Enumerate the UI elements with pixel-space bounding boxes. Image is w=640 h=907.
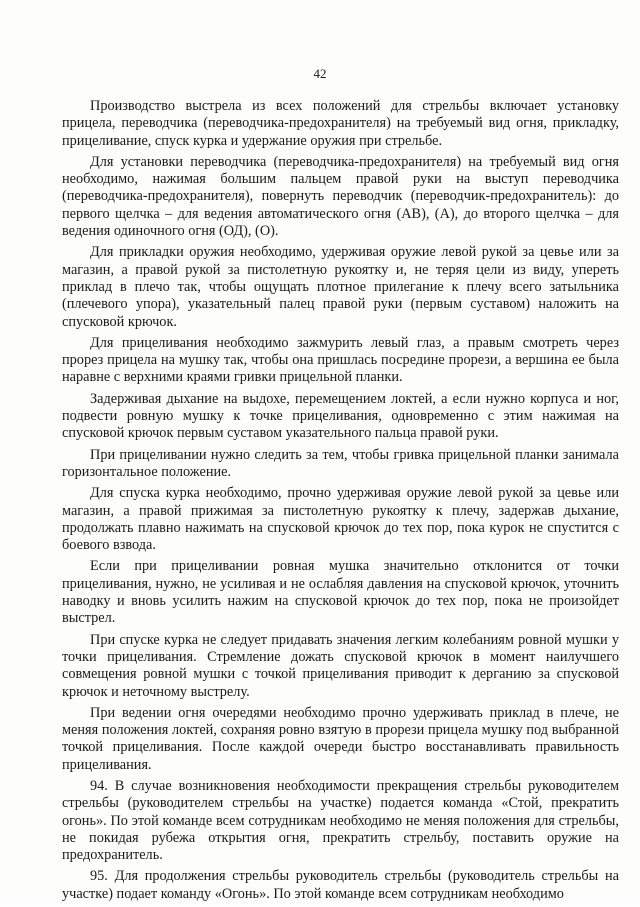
paragraph-trigger-pull: Для спуска курка необходимо, прочно удерживая оружие левой рукой за цевье или магазин, а правой прижимая за пистолетную рукоятку к плечу, задержав дыхание, продолжать плавно нажимать на спусковой крючок до тех пор, пока курок не спустится с боевого взвода. [62, 485, 619, 554]
page-number: 42 [313, 66, 327, 81]
paragraph-sight-level: При прицеливании нужно следить за тем, чтобы гривка прицельной планки занимала горизонтальное положение. [62, 446, 619, 480]
paragraph-shouldering: Для прикладки оружия необходимо, удерживая оружие левой рукой за цевье или за магазин, а правой рукой за пистолетную рукоятку и, не теряя цели из виду, упереть приклад в плечо так, чтобы ощущать плотное прилегание к плечу всего затыльника (плечевого упора), указательный палец правой руки (первым суставом) наложить на спусковой крючок. [62, 244, 619, 330]
paragraph-aim-correction: Если при прицеливании ровная мушка значительно отклонится от точки прицеливания, нужно, не усиливая и не ослабляя давления на спусковой крючок, уточнить наводку и вновь усилить нажим на спусковой крючок до тех пор, пока не произойдет выстрел. [62, 558, 619, 627]
paragraph-item-95: 95. Для продолжения стрельбы руководитель стрельбы (руководитель стрельбы на участке) подает команду «Огонь». По этой команде всем сотрудникам необходимо [62, 868, 619, 902]
paragraph-burst-fire: При ведении огня очередями необходимо прочно удерживать приклад в плече, не меняя положения локтей, сохраняя ровно взятую в прорези прицела мушку под выбранной точкой прицеливания. После каждой очереди быстро восстанавливать правильность прицеливания. [62, 704, 619, 773]
paragraph-shot-production: Производство выстрела из всех положений для стрельбы включает установку прицела, переводчика (переводчика-предохранителя) на требуемый вид огня, прикладку, прицеливание, спуск курка и удержание оружия при стрельбе. [62, 98, 619, 149]
paragraph-selector-setting: Для установки переводчика (переводчика-предохранителя) на требуемый вид огня необходимо, нажимая большим пальцем правой руки на выступ переводчика (переводчика-предохранителя), повернуть переводчик (переводчик-предохранитель): до первого щелчка – для ведения автоматического огня (АВ), (А), до второго щелчка – для ведения одиночного огня (ОД), (О). [62, 153, 619, 240]
document-body [62, 98, 619, 907]
paragraph-item-94: 94. В случае возникновения необходимости прекращения стрельбы руководителем стрельбы (руководителем стрельбы на участке) подается команда «Стой, прекратить огонь». По этой команде всем сотрудникам необходимо не меняя положения для стрельбы, не покидая рубежа открытия огня, прекратить стрельбу, поставить оружие на предохранитель. [62, 777, 619, 864]
paragraph-breath-hold: Задерживая дыхание на выдохе, перемещением локтей, а если нужно корпуса и ног, подвести ровную мушку к точке прицеливания, одновременно с этим нажимая на спусковой крючок первым суставом указательного пальца правой руки. [62, 390, 619, 442]
paragraph-aiming: Для прицеливания необходимо зажмурить левый глаз, а правым смотреть через прорез прицела на мушку так, чтобы она пришлась посредине прорези, а вершина ее была наравне с верхними краями гривки прицельной планки. [62, 334, 619, 386]
paragraph-trigger-jerk: При спуске курка не следует придавать значения легким колебаниям ровной мушки у точки прицеливания. Стремление дожать спусковой крючок в момент наилучшего совмещения ровной мушки с точкой прицеливания приводит к дерганию за спусковой крючок и неточному выстрелу. [62, 631, 619, 700]
